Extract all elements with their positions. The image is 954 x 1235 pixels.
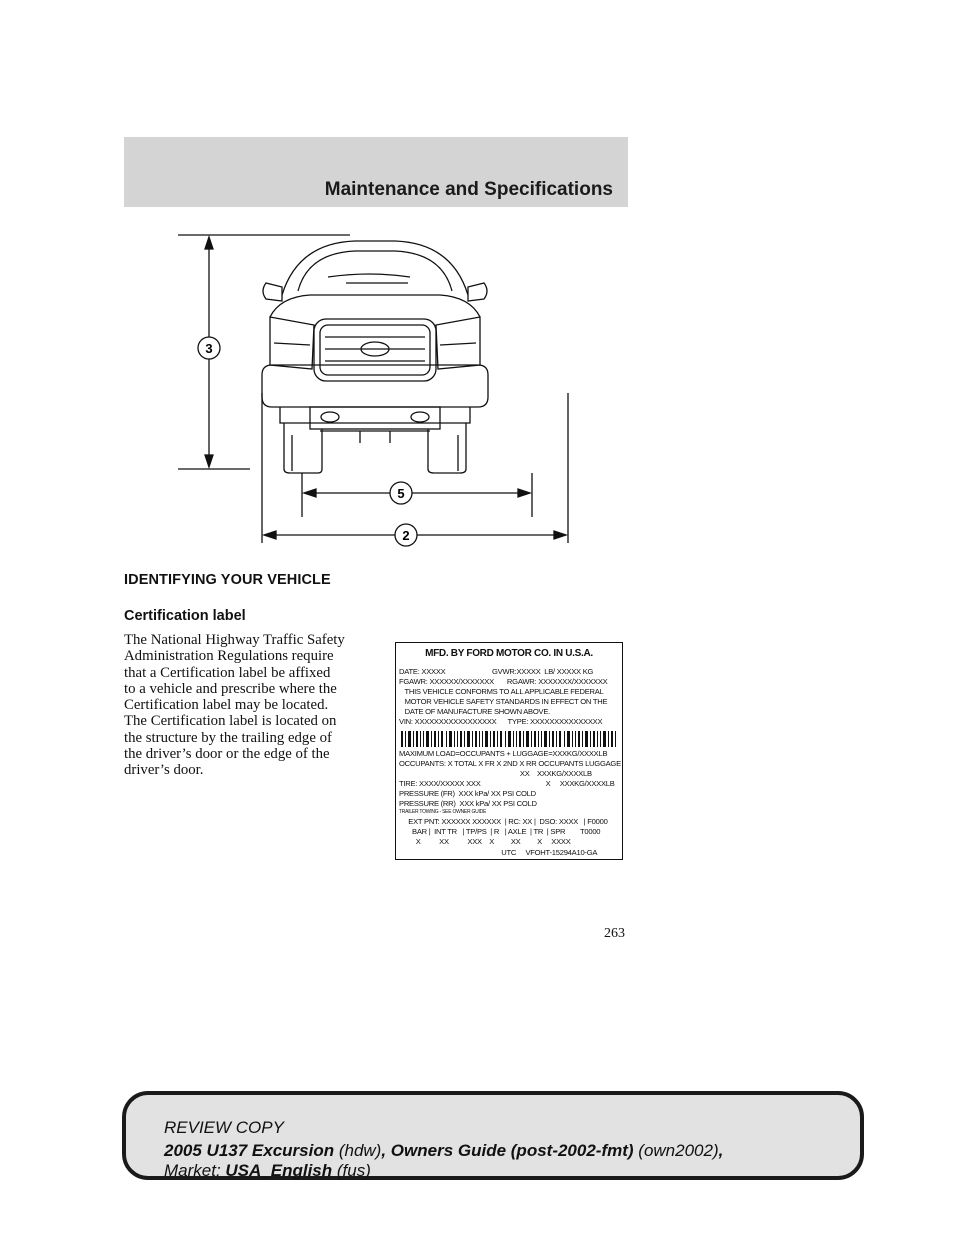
cert-line: VIN: XXXXXXXXXXXXXXXXX TYPE: XXXXXXXXXXXXXXX: [399, 717, 603, 726]
cert-line: THIS VEHICLE CONFORMS TO ALL APPLICABLE FEDERAL: [399, 687, 604, 696]
body-line: that a Certification label be affixed: [124, 664, 331, 681]
review-market-code: (fus): [332, 1161, 371, 1180]
cert-line: TRAILER TOWING - SEE OWNER GUIDE: [399, 809, 487, 815]
svg-text:5: 5: [397, 486, 405, 501]
review-market: USA_English: [225, 1161, 333, 1180]
review-model: 2005 U137 Excursion: [164, 1141, 335, 1160]
truck-front-illustration: [170, 225, 580, 550]
body-line: to a vehicle and prescribe where the: [124, 680, 337, 697]
review-separator: ,: [718, 1141, 724, 1160]
body-line: the driver’s door or the edge of the: [124, 746, 330, 763]
cert-line: PRESSURE (RR) XXX kPa/ XX PSI COLD: [399, 799, 537, 808]
cert-line: PRESSURE (FR) XXX kPa/ XX PSI COLD: [399, 789, 536, 798]
review-copy-line: REVIEW COPY: [164, 1118, 284, 1137]
cert-line: MOTOR VEHICLE SAFETY STANDARDS IN EFFECT ON THE: [399, 697, 608, 706]
cert-line: X XX XXX X XX X XXXX: [399, 837, 571, 846]
cert-line: FGAWR: XXXXXX/XXXXXXX RGAWR: XXXXXXX/XXXXXXX: [399, 677, 608, 686]
subsection-heading: Certification label: [124, 608, 246, 624]
vehicle-dimensions-figure: [170, 225, 580, 550]
body-paragraph: [124, 632, 380, 779]
svg-text:2: 2: [402, 528, 410, 543]
review-market-label: Market:: [164, 1161, 226, 1180]
svg-text:3: 3: [205, 341, 213, 356]
review-model-code: (hdw): [334, 1141, 382, 1160]
dimension-callout-width: [395, 524, 417, 546]
dimension-callout-height: [198, 337, 220, 359]
body-line: Certification label may be located.: [124, 697, 329, 714]
cert-line: UTC VFOHT-15294A10-GA: [399, 848, 598, 857]
header-band: [124, 137, 628, 207]
cert-line: DATE: XXXXX GVWR:XXXXX LB/ XXXXX KG: [399, 667, 594, 676]
cert-line: EXT PNT: XXXXXX XXXXXX | RC: XX | DSO: XXXX | F0000: [399, 817, 608, 826]
review-model-line: [164, 1141, 723, 1161]
cert-label-title: MFD. BY FORD MOTOR CO. IN U.S.A.: [425, 648, 593, 659]
body-line: The National Highway Traffic Safety: [124, 632, 345, 648]
cert-line: XX XXXKG/XXXXLB: [399, 769, 592, 778]
section-heading: IDENTIFYING YOUR VEHICLE: [124, 572, 331, 588]
dimension-callout-track: [390, 482, 412, 504]
page-title: Maintenance and Specifications: [324, 179, 613, 200]
review-market-line: [164, 1161, 371, 1181]
cert-line: TIRE: XXXX/XXXXX XXX X XXXKG/XXXXLB: [399, 779, 615, 788]
review-copy-banner: [122, 1091, 864, 1180]
certification-label-sample: [395, 642, 623, 860]
cert-line: OCCUPANTS: X TOTAL X FR X 2ND X RR OCCUPANTS LUGGAGE: [399, 759, 621, 768]
body-line: The Certification label is located on: [124, 713, 337, 730]
cert-line: DATE OF MANUFACTURE SHOWN ABOVE.: [399, 707, 551, 716]
review-separator: ,: [381, 1141, 391, 1160]
vin-barcode: [401, 731, 617, 747]
cert-line: MAXIMUM LOAD=OCCUPANTS + LUGGAGE=XXXKG/XXXXLB: [399, 749, 608, 758]
page-number: 263: [604, 926, 625, 941]
review-guide: Owners Guide (post-2002-fmt): [390, 1141, 634, 1160]
review-guide-code: (own2002): [633, 1141, 719, 1160]
cert-line: BAR | INT TR | TP/PS | R | AXLE | TR | SPR T0000: [399, 827, 601, 836]
body-line: the structure by the trailing edge of: [124, 729, 332, 746]
body-line: Administration Regulations require: [124, 648, 334, 665]
body-line: driver’s door.: [124, 762, 204, 779]
